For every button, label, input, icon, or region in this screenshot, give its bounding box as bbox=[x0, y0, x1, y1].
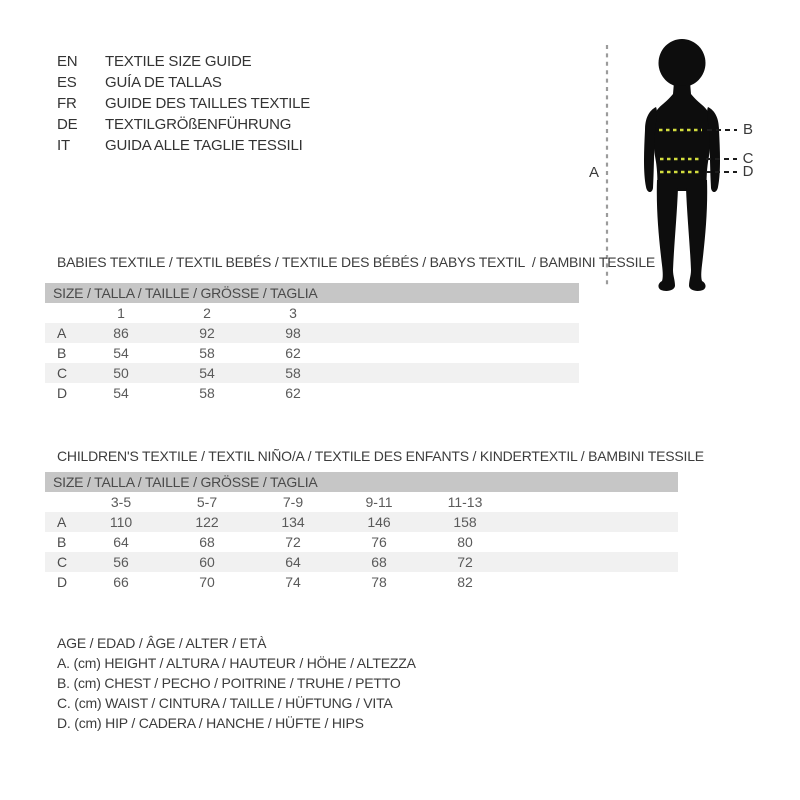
table-cell: 62 bbox=[285, 385, 301, 401]
language-title-list bbox=[57, 51, 310, 156]
lang-code: EN bbox=[57, 53, 78, 70]
lang-row-es bbox=[57, 72, 310, 93]
lang-code: IT bbox=[57, 137, 70, 154]
row-label: B bbox=[57, 534, 67, 550]
row-label: A bbox=[57, 325, 67, 341]
legend-waist: C. (cm) WAIST / CINTURA / TAILLE / HÜFTUNG / VITA bbox=[57, 695, 393, 711]
children-section-title: CHILDREN'S TEXTILE / TEXTIL NIÑO/A / TEXTILE DES ENFANTS / KINDERTEXTIL / BAMBINI TESSILE bbox=[57, 448, 704, 464]
children-column-header-row bbox=[45, 492, 678, 512]
table-row bbox=[45, 552, 678, 572]
lang-code: DE bbox=[57, 116, 78, 133]
table-cell: 70 bbox=[199, 574, 215, 590]
column-header: 7-9 bbox=[282, 494, 304, 510]
lang-code: FR bbox=[57, 95, 77, 112]
table-cell: 76 bbox=[371, 534, 387, 550]
table-cell: 146 bbox=[367, 514, 391, 530]
table-cell: 68 bbox=[371, 554, 387, 570]
table-row bbox=[45, 383, 579, 403]
table-cell: 80 bbox=[457, 534, 473, 550]
babies-column-header-row bbox=[45, 303, 579, 323]
table-cell: 60 bbox=[199, 554, 215, 570]
table-cell: 134 bbox=[281, 514, 305, 530]
babies-size-header-bar: SIZE / TALLA / TAILLE / GRÖSSE / TAGLIA bbox=[45, 283, 579, 303]
lang-row-en bbox=[57, 51, 310, 72]
legend-chest: B. (cm) CHEST / PECHO / POITRINE / TRUHE / PETTO bbox=[57, 675, 401, 691]
table-cell: 122 bbox=[195, 514, 219, 530]
table-cell: 64 bbox=[285, 554, 301, 570]
marker-chest-b: B bbox=[742, 121, 753, 138]
table-cell: 72 bbox=[285, 534, 301, 550]
column-header: 9-11 bbox=[365, 494, 393, 510]
lang-title: GUIDE DES TAILLES TEXTILE bbox=[105, 95, 311, 112]
lang-title: GUIDA ALLE TAGLIE TESSILI bbox=[105, 137, 303, 154]
table-cell: 66 bbox=[113, 574, 129, 590]
row-label: B bbox=[57, 345, 67, 361]
column-header: 11-13 bbox=[447, 494, 483, 510]
row-label: D bbox=[57, 574, 68, 590]
table-cell: 110 bbox=[109, 514, 133, 530]
table-row bbox=[45, 532, 678, 552]
table-row bbox=[45, 363, 579, 383]
lang-title: TEXTILE SIZE GUIDE bbox=[105, 53, 252, 70]
table-row bbox=[45, 323, 579, 343]
marker-hip-d: D bbox=[742, 163, 754, 180]
lang-title: TEXTILGRÖßENFÜHRUNG bbox=[105, 116, 292, 133]
marker-height-a: A bbox=[588, 164, 599, 181]
table-cell: 82 bbox=[457, 574, 473, 590]
table-cell: 50 bbox=[113, 365, 129, 381]
table-cell: 72 bbox=[457, 554, 473, 570]
column-header: 1 bbox=[117, 305, 125, 321]
table-cell: 54 bbox=[113, 345, 129, 361]
table-cell: 58 bbox=[285, 365, 301, 381]
table-row bbox=[45, 343, 579, 363]
column-header: 3 bbox=[289, 305, 297, 321]
table-cell: 58 bbox=[199, 345, 215, 361]
table-cell: 62 bbox=[285, 345, 301, 361]
measurement-legend bbox=[57, 633, 416, 733]
legend-hip: D. (cm) HIP / CADERA / HANCHE / HÜFTE / HIPS bbox=[57, 715, 364, 731]
table-cell: 78 bbox=[371, 574, 387, 590]
legend-age: AGE / EDAD / ÂGE / ALTER / ETÀ bbox=[57, 635, 267, 651]
children-size-header-bar: SIZE / TALLA / TAILLE / GRÖSSE / TAGLIA bbox=[45, 472, 678, 492]
table-cell: 158 bbox=[453, 514, 477, 530]
silhouette-shape bbox=[644, 39, 720, 291]
table-cell: 58 bbox=[199, 385, 215, 401]
table-cell: 92 bbox=[199, 325, 215, 341]
table-cell: 56 bbox=[113, 554, 129, 570]
table-row bbox=[45, 572, 678, 592]
legend-height: A. (cm) HEIGHT / ALTURA / HAUTEUR / HÖHE / ALTEZZA bbox=[57, 655, 416, 671]
marker-waist-c: C bbox=[742, 150, 754, 167]
row-label: C bbox=[57, 365, 68, 381]
table-cell: 54 bbox=[113, 385, 129, 401]
table-cell: 86 bbox=[113, 325, 129, 341]
row-label: D bbox=[57, 385, 68, 401]
column-header: 3-5 bbox=[110, 494, 132, 510]
table-row bbox=[45, 512, 678, 532]
lang-row-it bbox=[57, 135, 310, 156]
row-label: C bbox=[57, 554, 68, 570]
babies-section-title: BABIES TEXTILE / TEXTIL BEBÉS / TEXTILE DES BÉBÉS / BABYS TEXTIL / BAMBINI TESSILE bbox=[57, 254, 656, 270]
table-cell: 74 bbox=[285, 574, 301, 590]
table-cell: 68 bbox=[199, 534, 215, 550]
lang-code: ES bbox=[57, 74, 77, 91]
row-label: A bbox=[57, 514, 67, 530]
column-header: 5-7 bbox=[196, 494, 218, 510]
table-cell: 64 bbox=[113, 534, 129, 550]
lang-row-de bbox=[57, 114, 310, 135]
table-cell: 54 bbox=[199, 365, 215, 381]
column-header: 2 bbox=[203, 305, 211, 321]
lang-title: GUÍA DE TALLAS bbox=[105, 74, 222, 91]
lang-row-fr bbox=[57, 93, 310, 114]
table-cell: 98 bbox=[285, 325, 301, 341]
